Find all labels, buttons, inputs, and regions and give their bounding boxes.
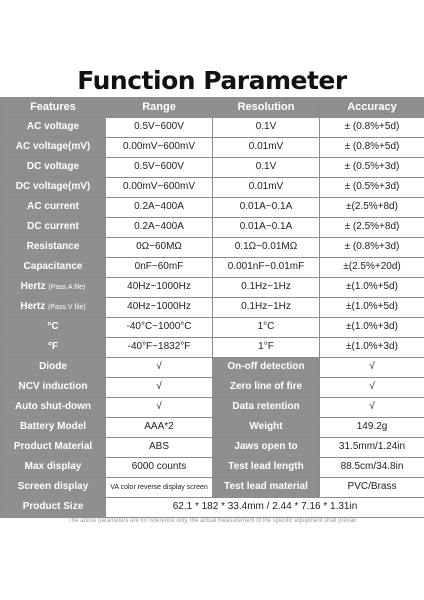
spec-value: √ xyxy=(106,358,213,378)
range-value: 0.00mV~600mV xyxy=(106,178,213,198)
feature-name: Hertz xyxy=(20,281,46,293)
spec-value: 149.2g xyxy=(320,418,424,438)
accuracy-value: ±(1.0%+5d) xyxy=(320,298,424,318)
table-row xyxy=(1,158,424,178)
accuracy-value: ± (2.5%+8d) xyxy=(320,218,424,238)
spec-value: ABS xyxy=(106,438,213,458)
range-value: 0nF~60mF xyxy=(106,258,213,278)
table-row xyxy=(1,258,424,278)
accuracy-value: ±(1.0%+3d) xyxy=(320,338,424,358)
table-row xyxy=(1,438,424,458)
resolution-value: 0.01mV xyxy=(213,178,320,198)
table-row xyxy=(1,198,424,218)
table-row xyxy=(1,498,424,518)
table-row xyxy=(1,298,424,318)
range-value: 0.2A~400A xyxy=(106,198,213,218)
spec-label: Weight xyxy=(213,418,320,438)
spec-value: AAA*2 xyxy=(106,418,213,438)
accuracy-value: ± (0.5%+3d) xyxy=(320,178,424,198)
table-row xyxy=(1,318,424,338)
resolution-value: 0.001nF~0.01mF xyxy=(213,258,320,278)
accuracy-value: ± (0.8%+3d) xyxy=(320,238,424,258)
spec-value: √ xyxy=(106,398,213,418)
spec-value: √ xyxy=(320,378,424,398)
range-value: 0.5V~600V xyxy=(106,118,213,138)
accuracy-value: ± (0.8%+5d) xyxy=(320,138,424,158)
table-row xyxy=(1,378,424,398)
spec-table xyxy=(0,97,424,518)
resolution-value: 0.1V xyxy=(213,158,320,178)
spec-value: PVC/Brass xyxy=(320,478,424,498)
spec-label: Data retention xyxy=(213,398,320,418)
feature-label: °C xyxy=(1,318,106,338)
spec-value: √ xyxy=(106,378,213,398)
table-row xyxy=(1,458,424,478)
table-row xyxy=(1,418,424,438)
table-row xyxy=(1,278,424,298)
spec-value: VA color reverse display screen xyxy=(106,478,213,498)
accuracy-value: ± (0.8%+5d) xyxy=(320,118,424,138)
table-row xyxy=(1,398,424,418)
feature-note: (Pass V file) xyxy=(48,304,86,312)
resolution-value: 0.01A~0.1A xyxy=(213,218,320,238)
range-value: -40°F~1832°F xyxy=(106,338,213,358)
spec-label: NCV induction xyxy=(1,378,106,398)
feature-label: AC voltage(mV) xyxy=(1,138,106,158)
spec-value: √ xyxy=(320,398,424,418)
spec-value: 31.5mm/1.24in xyxy=(320,438,424,458)
feature-label: Capacitance xyxy=(1,258,106,278)
spec-label: Product Material xyxy=(1,438,106,458)
table-row xyxy=(1,358,424,378)
header-features: Features xyxy=(1,98,106,118)
range-value: -40°C~1000°C xyxy=(106,318,213,338)
resolution-value: 1°F xyxy=(213,338,320,358)
product-size-label: Product Size xyxy=(1,498,106,518)
header-accuracy: Accuracy xyxy=(320,98,424,118)
table-row xyxy=(1,238,424,258)
table-row xyxy=(1,178,424,198)
accuracy-value: ±(2.5%+20d) xyxy=(320,258,424,278)
feature-name: Hertz xyxy=(20,301,46,313)
spec-label: Test lead length xyxy=(213,458,320,478)
resolution-value: 0.1Ω~0.01MΩ xyxy=(213,238,320,258)
spec-label: On-off detection xyxy=(213,358,320,378)
table-header-row xyxy=(1,98,424,118)
resolution-value: 1°C xyxy=(213,318,320,338)
resolution-value: 0.1V xyxy=(213,118,320,138)
spec-value: √ xyxy=(320,358,424,378)
spec-value: 88.5cm/34.8in xyxy=(320,458,424,478)
spec-table-body xyxy=(1,98,424,518)
spec-label: Zero line of fire xyxy=(213,378,320,398)
feature-label: °F xyxy=(1,338,106,358)
spec-label: Jaws open to xyxy=(213,438,320,458)
accuracy-value: ± (0.5%+3d) xyxy=(320,158,424,178)
spec-label: Max display xyxy=(1,458,106,478)
table-row xyxy=(1,478,424,498)
feature-label: DC voltage(mV) xyxy=(1,178,106,198)
accuracy-value: ±(1.0%+5d) xyxy=(320,278,424,298)
feature-note: (Pass A file) xyxy=(48,284,86,292)
feature-label xyxy=(1,298,106,318)
feature-label: AC voltage xyxy=(1,118,106,138)
table-row xyxy=(1,118,424,138)
feature-label xyxy=(1,278,106,298)
feature-label: AC current xyxy=(1,198,106,218)
feature-label: Resistance xyxy=(1,238,106,258)
feature-label: DC voltage xyxy=(1,158,106,178)
spec-label: Diode xyxy=(1,358,106,378)
table-row xyxy=(1,338,424,358)
range-value: 40Hz~1000Hz xyxy=(106,298,213,318)
product-size-value: 62.1 * 182 * 33.4mm / 2.44 * 7.16 * 1.31in xyxy=(106,498,424,518)
accuracy-value: ±(2.5%+8d) xyxy=(320,198,424,218)
range-value: 0.2A~400A xyxy=(106,218,213,238)
range-value: 0.5V~600V xyxy=(106,158,213,178)
resolution-value: 0.01mV xyxy=(213,138,320,158)
header-resolution: Resolution xyxy=(213,98,320,118)
resolution-value: 0.1Hz~1Hz xyxy=(213,278,320,298)
page-title: Function Parameter xyxy=(77,66,347,95)
table-row xyxy=(1,138,424,158)
header-range: Range xyxy=(106,98,213,118)
spec-label: Auto shut-down xyxy=(1,398,106,418)
disclaimer-note: The above parameters are for reference only, the actual measurement of the specific equipment shall prevail xyxy=(68,518,356,524)
spec-label: Screen display xyxy=(1,478,106,498)
accuracy-value: ±(1.0%+3d) xyxy=(320,318,424,338)
resolution-value: 0.1Hz~1Hz xyxy=(213,298,320,318)
spec-value: 6000 counts xyxy=(106,458,213,478)
resolution-value: 0.01A~0.1A xyxy=(213,198,320,218)
range-value: 40Hz~1000Hz xyxy=(106,278,213,298)
spec-label: Battery Model xyxy=(1,418,106,438)
range-value: 0Ω~60MΩ xyxy=(106,238,213,258)
spec-label: Test lead material xyxy=(213,478,320,498)
feature-label: DC current xyxy=(1,218,106,238)
range-value: 0.00mV~600mV xyxy=(106,138,213,158)
table-row xyxy=(1,218,424,238)
